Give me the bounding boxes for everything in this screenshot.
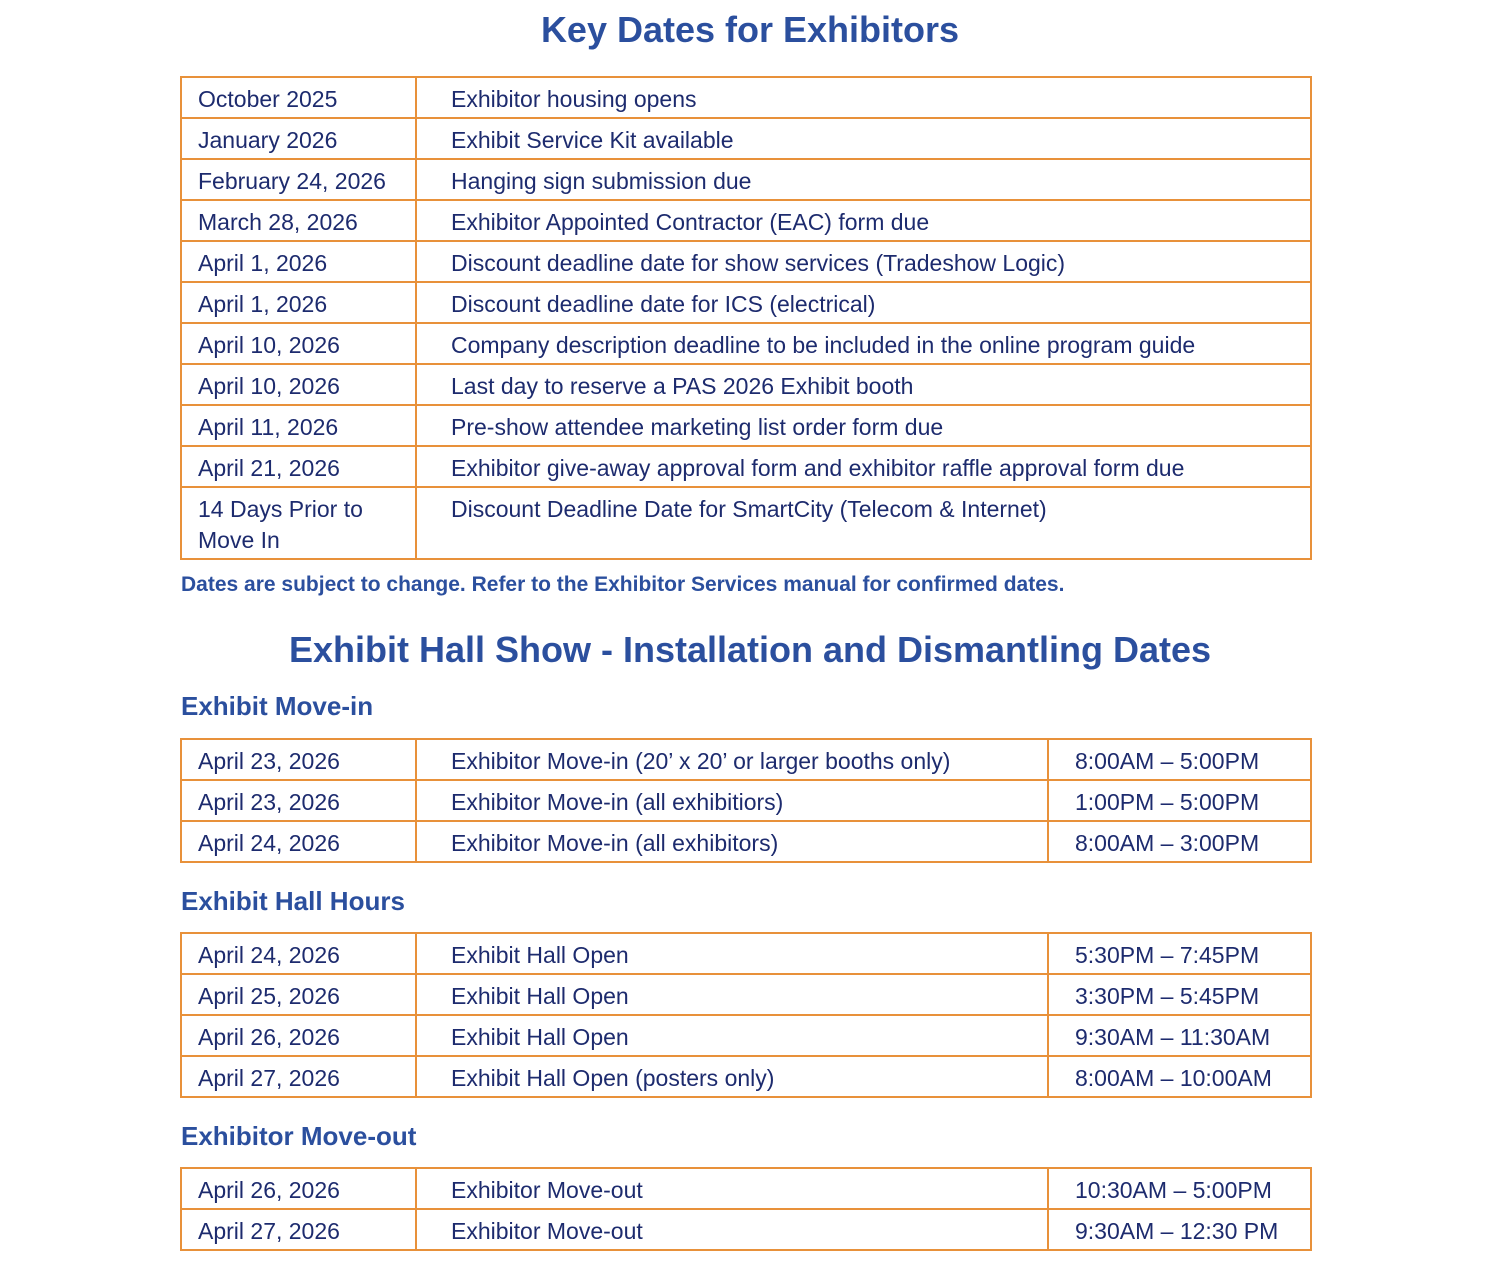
table-row [181,282,1311,323]
date-cell: April 1, 2026 [181,282,416,323]
event-cell: Discount deadline date for ICS (electrical) [416,282,1311,323]
date-cell: April 24, 2026 [181,933,416,974]
table-row [181,739,1311,780]
table-row [181,1209,1311,1250]
table-row [181,1015,1311,1056]
event-cell: Discount deadline date for show services (Tradeshow Logic) [416,241,1311,282]
time-cell: 8:00AM – 3:00PM [1048,821,1311,862]
table-row [181,323,1311,364]
date-cell: April 23, 2026 [181,739,416,780]
move-out-table [180,1167,1312,1251]
event-cell: Hanging sign submission due [416,159,1311,200]
key-dates-title: Key Dates for Exhibitors [540,9,960,50]
date-cell: April 1, 2026 [181,241,416,282]
event-cell: Exhibitor Move-out [416,1209,1048,1250]
move-in-table [180,738,1312,863]
date-cell: October 2025 [181,77,416,118]
event-cell: Exhibitor Move-in (all exhibitors) [416,821,1048,862]
event-cell: Exhibitor give-away approval form and exhibitor raffle approval form due [416,446,1311,487]
date-cell: April 24, 2026 [181,821,416,862]
table-row [181,1168,1311,1209]
event-cell: Last day to reserve a PAS 2026 Exhibit booth [416,364,1311,405]
date-cell: April 11, 2026 [181,405,416,446]
date-cell: April 26, 2026 [181,1168,416,1209]
table-row [181,77,1311,118]
time-cell: 5:30PM – 7:45PM [1048,933,1311,974]
time-cell: 1:00PM – 5:00PM [1048,780,1311,821]
event-cell: Exhibit Hall Open [416,933,1048,974]
date-cell: April 10, 2026 [181,364,416,405]
date-cell: April 23, 2026 [181,780,416,821]
table-row [181,780,1311,821]
dates-disclaimer-note: Dates are subject to change. Refer to the Exhibitor Services manual for confirmed dates. [181,573,1065,596]
table-row [181,118,1311,159]
table-row [181,446,1311,487]
table-row [181,933,1311,974]
date-cell: April 21, 2026 [181,446,416,487]
table-row [181,241,1311,282]
event-cell: Company description deadline to be included in the online program guide [416,323,1311,364]
event-cell: Exhibitor Move-in (all exhibitiors) [416,780,1048,821]
hall-hours-heading: Exhibit Hall Hours [181,886,405,916]
event-cell: Exhibitor Move-out [416,1168,1048,1209]
table-row [181,405,1311,446]
date-cell: January 2026 [181,118,416,159]
date-cell: April 26, 2026 [181,1015,416,1056]
date-cell: March 28, 2026 [181,200,416,241]
event-cell: Exhibit Service Kit available [416,118,1311,159]
event-cell: Exhibitor Move-in (20’ x 20’ or larger booths only) [416,739,1048,780]
move-out-heading: Exhibitor Move-out [181,1121,417,1151]
table-row [181,364,1311,405]
time-cell: 10:30AM – 5:00PM [1048,1168,1311,1209]
time-cell: 9:30AM – 11:30AM [1048,1015,1311,1056]
table-row [181,974,1311,1015]
date-cell: April 27, 2026 [181,1056,416,1097]
event-cell: Pre-show attendee marketing list order form due [416,405,1311,446]
table-row [181,200,1311,241]
time-cell: 9:30AM – 12:30 PM [1048,1209,1311,1250]
event-cell: Exhibit Hall Open [416,974,1048,1015]
table-row [181,821,1311,862]
event-cell: Exhibitor Appointed Contractor (EAC) form due [416,200,1311,241]
date-cell: February 24, 2026 [181,159,416,200]
table-row [181,487,1311,559]
table-row [181,1056,1311,1097]
key-dates-table [180,76,1312,560]
time-cell: 8:00AM – 10:00AM [1048,1056,1311,1097]
time-cell: 8:00AM – 5:00PM [1048,739,1311,780]
date-cell: April 25, 2026 [181,974,416,1015]
table-row [181,159,1311,200]
hall-show-title: Exhibit Hall Show - Installation and Dismantling Dates [288,629,1212,670]
time-cell: 3:30PM – 5:45PM [1048,974,1311,1015]
date-cell: April 10, 2026 [181,323,416,364]
move-in-heading: Exhibit Move-in [181,691,374,721]
date-cell: April 27, 2026 [181,1209,416,1250]
event-cell: Exhibit Hall Open [416,1015,1048,1056]
date-cell: 14 Days Prior to Move In [181,487,416,559]
hall-hours-table [180,932,1312,1098]
event-cell: Exhibit Hall Open (posters only) [416,1056,1048,1097]
event-cell: Exhibitor housing opens [416,77,1311,118]
event-cell: Discount Deadline Date for SmartCity (Telecom & Internet) [416,487,1311,559]
